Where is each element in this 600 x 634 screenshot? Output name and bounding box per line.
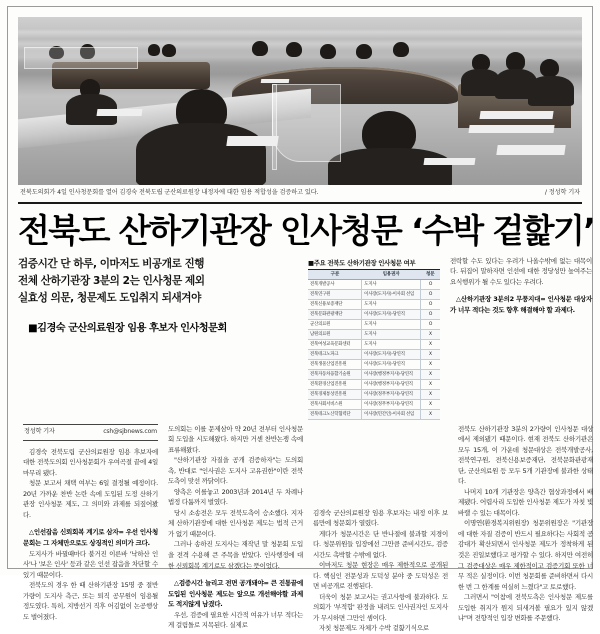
photo-person-head <box>356 44 372 59</box>
table-cell: 이사장(정무부지사)·당연직 <box>362 399 421 409</box>
table-cell: X <box>420 369 440 379</box>
deck-block <box>18 256 304 334</box>
table-cell: 전북신용보증재단 <box>308 299 362 309</box>
table-row <box>308 389 440 399</box>
upper-section <box>18 256 592 420</box>
table-cell: 군산의료원 <box>308 319 362 329</box>
deck-line-1: 검증시간 단 하루, 이마저도 비공개로 진행 <box>18 257 205 270</box>
table-cell: 이사장(도지사)·당연직 <box>362 349 421 359</box>
photo-document <box>260 79 289 83</box>
paragraph: 전북도의 경우 한 때 산하기관장 15명 중 절반 가량이 도지사 측근, 또는 퇴직 공무원이 임용될 정도였다. 특히, 지방선거 직후 어김없이 논공행상도 벌어졌다. <box>23 581 158 621</box>
table-cell: 전북사회서비스원 <box>308 399 362 409</box>
photo-document <box>469 125 555 133</box>
table-header-cell: 청문 <box>420 270 440 280</box>
section-subhead: △검증시간 늘리고 전면 공개돼야= 큰 진통끝에 도입된 인사청문 제도는 앞으로 개선해야할 과제도 적지않게 남겼다. <box>168 579 303 609</box>
paragraph: 김경숙 군산의료원장 임용 후보자는 내정 이후 보름만에 청문회가 열렸다. <box>313 508 448 528</box>
table-cell: 도지사 <box>362 299 421 309</box>
paragraph: 전락할 수도 있다는 우려가 나올수밖에 없는 대목이다. 뒤집어 말하자면 인선에 대한 정당성만 높여주는 요식행위가 될 수도 있다는 우려다. <box>450 256 592 286</box>
table-cell: 이사장(행정부지사)·당연직 <box>362 369 421 379</box>
table-row <box>308 299 440 309</box>
table-cell: O <box>420 289 440 299</box>
table-row <box>308 359 440 369</box>
column-3-spacer <box>313 424 448 508</box>
photo-person-head <box>320 44 336 59</box>
photo-person-head <box>162 44 177 57</box>
photo-acrylic-divider <box>24 47 139 69</box>
table-cell: X <box>420 339 440 349</box>
paragraph: 당시 소송전은 모두 전북도측이 승소했다. 지자체 산하기관장에 대한 인사청문 제도는 법적 근거가 없기 때문이다. <box>168 508 303 538</box>
photo-foreground-body <box>328 148 452 185</box>
photo-document <box>424 158 476 165</box>
paragraph: 이마저도 청문 현장은 매우 제한적으로 공개된다. 핵심인 전문성과 도덕성 분야 중 도덕성은 전면 비공개로 진행된다. <box>313 561 448 591</box>
table-cell: 전북테크노파크 <box>308 349 362 359</box>
hearing-status-table <box>308 270 440 420</box>
photo-credit: / 정성학 기자 <box>544 189 580 196</box>
table-cell: 전북연구원 <box>308 289 362 299</box>
body-column-4 <box>453 424 598 634</box>
photo-person-head <box>252 41 268 56</box>
photo-person-head <box>148 44 160 56</box>
column-4-top-text <box>450 256 592 316</box>
table-cell: 전북생물산업진흥원 <box>308 359 362 369</box>
deck-line-3: 실효성 의문, 청문제도 도입취지 되새겨야 <box>18 291 201 304</box>
table-cell: X <box>420 399 440 409</box>
section-subhead: △산하기관장 3분의2 무풍지대= 인사청문 대상자가 너무 적다는 것도 향후 해결해야 할 과제다. <box>450 295 592 314</box>
table-cell: 이사장(도지사)·당연직 <box>362 359 421 369</box>
paragraph: 게다가 청문시간은 단 반나절에 불과할 지경이다. 청문위원들 입장에선 그만큼 준비시간도, 검증시간도 촉박할 수밖에 없다. <box>313 529 448 559</box>
article-kicker: ■김경숙 군산의료원장 임용 후보자 인사청문회 <box>28 323 227 335</box>
table-cell: O <box>420 279 440 289</box>
table-header-row <box>308 270 440 280</box>
paragraph: 이명연(환경복지위원장) 청문위원장은 "기관장에 대한 자질 검증이 반드시 필요하다는 사회적 공감대가 확산되면서 인사청문 제도가 정착하게 된 것은 진일보했다고 평가할 수 있다. 하지만 여전히 그 검증대상은 매우 제한적이고 검증기회 또한 너무 적은 실정이다. 이번 청문회를 준비하면서 다시 한 번 그 한계를 여실히 느꼈다"고 토로했다. <box>458 519 593 591</box>
photo-document <box>226 136 278 146</box>
paragraph: 도의회는 이를 문제삼아 약 20년 전부터 인사청문회 도입을 시도해왔다. 하지만 거센 찬반논쟁 속에 표류해왔다. <box>168 424 303 454</box>
table-cell: 전북환경산업진흥원 <box>308 379 362 389</box>
photo-acrylic-divider <box>272 84 342 162</box>
table-cell: O <box>420 319 440 329</box>
photo-caption: 전북도의회가 4일 인사청문회를 열어 김경숙 전북도립 군산의료원장 내정자에 대한 임용 적합성을 검증하고 있다. <box>20 189 319 196</box>
photo-document <box>96 109 142 116</box>
paragraph: "산하기관장 자질을 공개 검증하자"는 도의회측, 반대로 "인사권은 도지사 고유권한"이란 전북도측이 맞선 까닭이다. <box>168 456 303 486</box>
table-cell: 이사장(정무부지사)·당연직 <box>362 389 421 399</box>
photo-caption-row <box>18 185 582 202</box>
body-columns <box>18 424 593 634</box>
photo-foreground-body <box>136 123 266 185</box>
table-cell: 이사장(행정부지사)·당연직 <box>362 379 421 389</box>
table-cell: 전북자동차융합기술원 <box>308 369 362 379</box>
table-cell: 이사장(민간인)·이사회 선임 <box>362 409 421 419</box>
byline-reporter: 정성학 기자 <box>24 428 55 436</box>
table-header-cell: 임용권자 <box>362 270 421 280</box>
photo-document <box>497 145 566 155</box>
table-cell: 전북여성교육문화센터 <box>308 339 362 349</box>
paragraph: 그러나 송하진 도지사는 재작년 말 청문회 도입을 전격 수용해 큰 주목을 받았다. 인사행정에 대한 신뢰회복 계기로도 삼겠다는 뜻이었다. <box>168 540 303 570</box>
paragraph: 우선, 검증에 필요한 시간적 여유가 너무 적다는 게 걸림돌로 지목된다. 실제로 <box>168 610 303 630</box>
table-cell: 전북문화관광재단 <box>308 309 362 319</box>
table-row <box>308 339 440 349</box>
table-cell: 이사장(도지사)·당연직 <box>362 309 421 319</box>
article-photo <box>18 17 582 185</box>
table-cell: O <box>420 309 440 319</box>
table-row <box>308 329 440 339</box>
body-column-3 <box>308 424 453 634</box>
paragraph: 도지사가 바뀔때마다 불거진 이른바 '낙하산 인사'나 '보은 인사' 등과 같은 인선 잡음을 차단할 수 있기 때문이다. <box>23 549 158 579</box>
photo-document <box>480 111 554 119</box>
body-column-2 <box>163 424 308 634</box>
table-row <box>308 409 440 419</box>
byline-email[interactable]: csh@sjbnews.com <box>103 428 157 436</box>
table-cell: X <box>420 379 440 389</box>
table-block <box>304 256 444 420</box>
paragraph: 나머지 10개 기관장은 양측간 협상과정에서 배제됐다. 어렵사리 도입한 인사청문 제도가 자칫 빛바랠 수 있는 대목이다. <box>458 487 593 517</box>
photo-person-head <box>540 59 559 77</box>
table-title: ■주요 전북도 산하기관장 인사청문 여부 <box>308 256 440 270</box>
paragraph: 김경숙 전북도립 군산의료원장 임용 후보자에 대한 전북도의회 인사청문회가 우여곡절 끝에 4일 마무리 됐다. <box>23 447 158 477</box>
table-cell: 전북테크노산학협력단 <box>308 409 362 419</box>
table-cell: X <box>420 359 440 369</box>
table-cell: X <box>420 349 440 359</box>
paragraph: 더욱이 청문 보고서는 권고사항에 불과하다. 도의회가 '부적합' 판정을 내려도 인사권자인 도지사가 무시하면 그만인 셈이다. <box>313 592 448 622</box>
photo-person-head <box>393 42 409 57</box>
table-cell: 전북개발공사 <box>308 279 362 289</box>
table-cell: 도지사 <box>362 329 421 339</box>
table-header-cell: 구분 <box>308 270 362 280</box>
table-cell: 전북경제통상진흥원 <box>308 389 362 399</box>
paragraph: 그러면서 "이참에 전북도측은 인사청문 제도를 도입한 취지가 뭔지 되새겨볼 필요가 있지 않겠냐"며 전향적인 입장 변화를 주문했다. <box>458 593 593 623</box>
photo-person-body <box>528 76 573 106</box>
table-cell: 도지사 <box>362 279 421 289</box>
table-cell: 도지사 <box>362 319 421 329</box>
article-byline <box>23 424 158 441</box>
table-row <box>308 279 440 289</box>
table-row <box>308 369 440 379</box>
section-subhead: △인선잡음 신뢰회복 계기로 삼자= 우선 인사청문회는 그 자체만으로도 상징적인 의미가 크다. <box>23 528 158 547</box>
table-cell: X <box>420 389 440 399</box>
article-headline: 전북도 산하기관장 인사청문 ‘수박 겉핥기’ <box>18 210 595 250</box>
table-row <box>308 399 440 409</box>
table-cell: O <box>420 299 440 309</box>
table-body <box>308 279 440 419</box>
table-cell: 남원의료원 <box>308 329 362 339</box>
photo-person-head <box>506 52 525 70</box>
table-cell: X <box>420 329 440 339</box>
table-cell: 도지사 <box>362 339 421 349</box>
table-cell: 이사장(도지사)·이사회 선임 <box>362 289 421 299</box>
paragraph: 청문 보고서 채택 여부는 6일 결정될 예정이다. 20년 가까운 찬반 논란 속에 도입된 도정 산하기관장 인사청문 제도, 그 의미와 과제를 되짚어봤다. <box>23 479 158 519</box>
paragraph: 자칫 청문제도 자체가 수박 겉핥기식으로 <box>319 624 429 633</box>
body-column-1 <box>18 424 163 634</box>
table-cell: X <box>420 409 440 419</box>
photo-person-head <box>286 42 302 57</box>
table-row <box>308 349 440 359</box>
table-row <box>308 309 440 319</box>
paragraph: 전북도 산하기관장 3분의 2가량이 인사청문 대상에서 제외됐기 때문이다. 현재 전북도 산하기관은 모두 15개, 이 가운데 청문대상은 전북개발공사, 전북연구원, 전북신용보증재단, 전북문화관광재단, 군산의료원 등 모두 5개 기관장에 불과한 상태다. <box>458 424 593 486</box>
table-row <box>308 289 440 299</box>
deck-line-2: 전체 산하기관장 3분의 2는 인사청문 제외 <box>18 274 205 287</box>
table-row <box>308 379 440 389</box>
table-row <box>308 319 440 329</box>
column-4-top <box>444 256 592 316</box>
paragraph: 양측은 이를놓고 2003년과 2014년 두 차례나 법정 다툼까지 벌였다. <box>168 487 303 507</box>
